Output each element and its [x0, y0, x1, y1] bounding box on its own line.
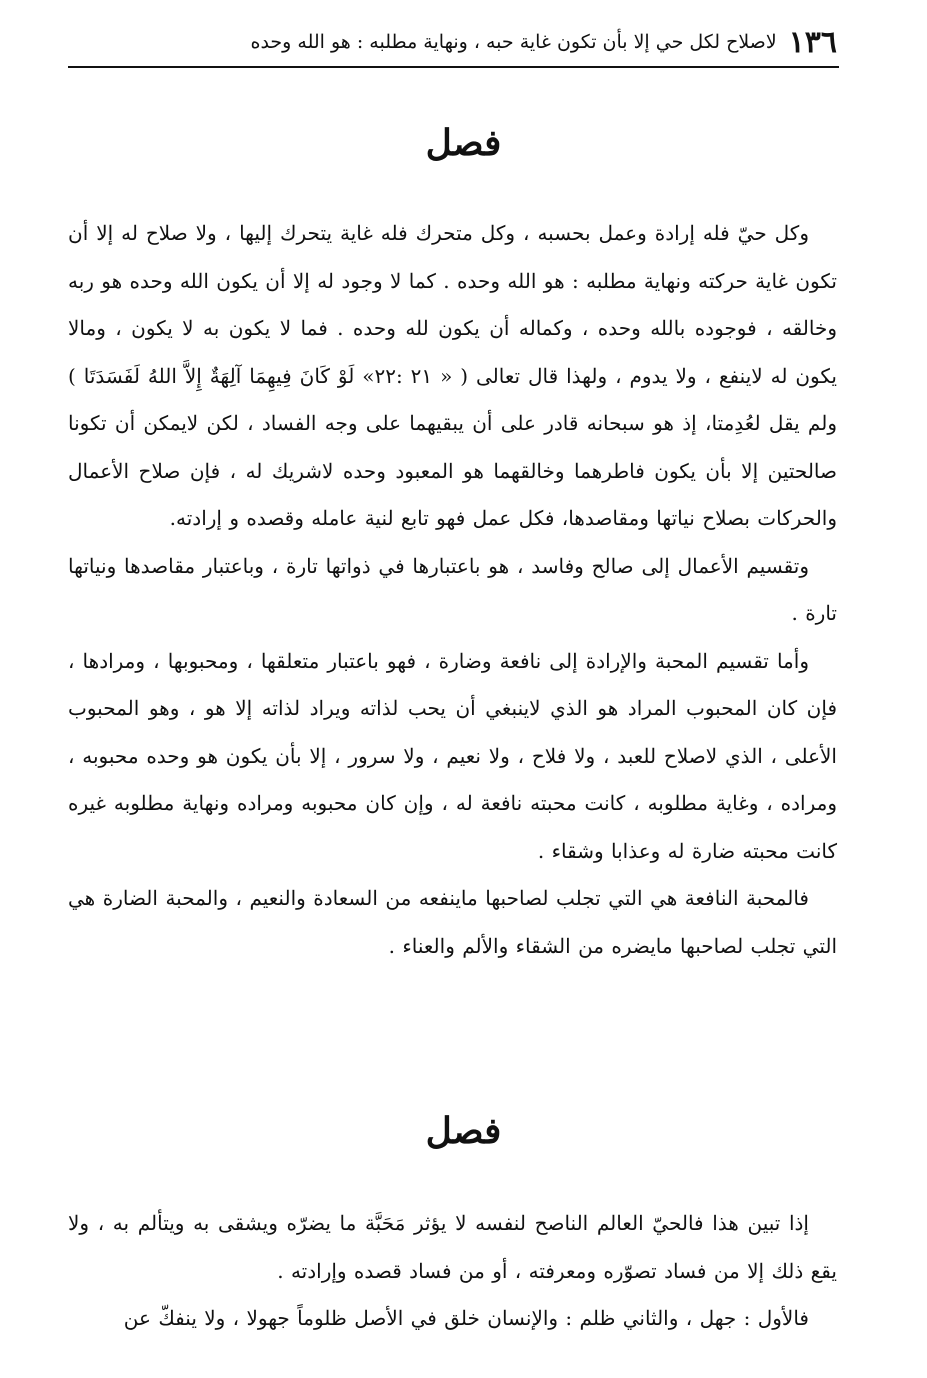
section-body [68, 1200, 837, 1343]
section-heading: فصل [425, 122, 502, 164]
paragraph: فالأول : جهل ، والثاني ظلم : والإنسان خلق في الأصل ظلوماً جهولا ، ولا ينفكّ عن [123, 1306, 809, 1330]
paragraph: وتقسيم الأعمال إلى صالح وفاسد ، هو باعتبارها في ذواتها تارة ، وباعتبار مقاصدها ونياتها تارة . [68, 553, 837, 625]
paragraph: فالمحبة النافعة هي التي تجلب لصاحبها ماينفعه من السعادة والنعيم ، والمحبة الضارة هي التي تجلب لصاحبها مايضره من الشقاء والألم والعناء . [68, 886, 837, 958]
page-number: ١٣٦ [788, 24, 837, 60]
section-heading: فصل [425, 1110, 502, 1152]
header-divider [68, 66, 839, 68]
running-header [70, 20, 837, 64]
paragraph: إذا تبين هذا فالحيّ العالم الناصح لنفسه لا يؤثر مَحَبَّة ما يضرّه ويشقى به ويتألم به ، ولا يقع ذلك إلا من فساد تصوّره ومعرفته ، أو من فساد قصده وإرادته . [68, 1211, 837, 1283]
paragraph: وكل حيّ فله إرادة وعمل بحسبه ، وكل متحرك فله غاية يتحرك إليها ، ولا صلاح له إلا أن تكون غاية حركته ونهاية مطلبه : هو الله وحده . كما لا وجود له إلا أن يكون الله وحده هو ربه وخالقه ، فوجوده بالله وحده ، وكماله أن يكون لله وحده . فما لا يكون به لا يكون ، ومالا يكون له لاينفع ، ولا يدوم ، ولهذا قال تعالى ( « ٢١ :٢٢» لَوْ كَانَ فِيهِمَا آلِهَةٌ إِلاَّ اللهُ لَفَسَدَتَا ) ولم يقل لعُدِمتا، إذ هو سبحانه قادر على أن يبقيهما على وجه الفساد ، لكن لايمكن أن تكونا صالحتين إلا بأن يكون فاطرهما وخالقهما هو المعبود وحده لاشريك له ، فإن صلاح الأعمال والحركات بصلاح نياتها ومقاصدها، فكل عمل فهو تابع لنية عامله وقصده و إرادته. [68, 221, 838, 530]
running-header-title: لاصلاح لكل حي إلا بأن تكون غاية حبه ، ونهاية مطلبه : هو الله وحده [250, 31, 777, 53]
paragraph: وأما تقسيم المحبة والإرادة إلى نافعة وضارة ، فهو باعتبار متعلقها ، ومحبوبها ، ومرادها ، فإن كان المحبوب المراد هو الذي لاينبغي أن يحب لذاته ويراد لذاته إلا هو ، وهو المحبوب الأعلى ، الذي لاصلاح للعبد ، ولا فلاح ، ولا نعيم ، ولا سرور ، إلا بأن يكون هو وحده محبوبه ، ومراده ، وغاية مطلوبه ، كانت محبته نافعة له ، وإن كان محبوبه ومراده ونهاية مطلوبه غيره كانت محبته ضارة له وعذابا وشقاء . [68, 648, 837, 863]
section-body [68, 210, 837, 970]
